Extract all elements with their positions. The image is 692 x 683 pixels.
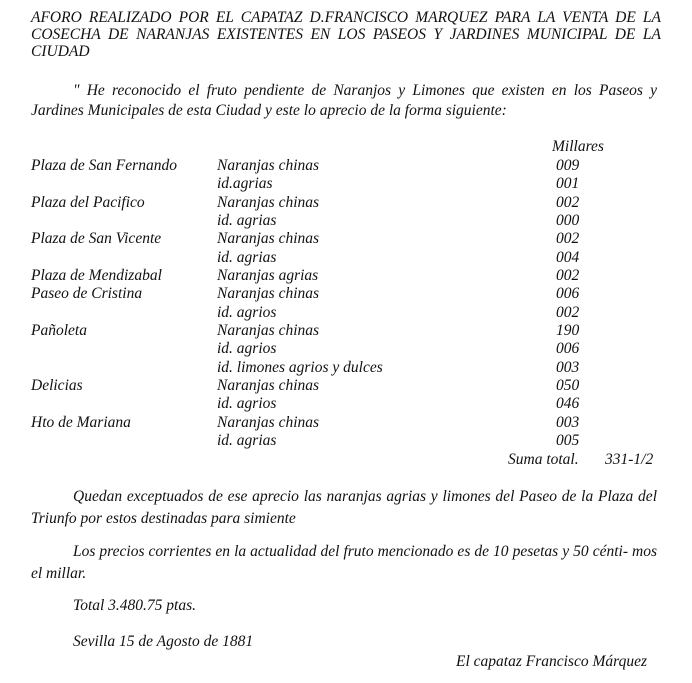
date-line: Sevilla 15 de Agosto de 1881 bbox=[73, 633, 254, 650]
row-value: 190 bbox=[556, 322, 580, 339]
row-place: Hto de Mariana bbox=[31, 414, 131, 431]
row-item: id. agrias bbox=[217, 249, 277, 266]
signature: El capataz Francisco Márquez bbox=[456, 653, 647, 670]
row-value: 009 bbox=[556, 157, 580, 174]
row-item: Naranjas chinas bbox=[217, 194, 320, 211]
unit-header: Millares bbox=[552, 138, 604, 155]
exception-paragraph bbox=[31, 486, 657, 530]
exception-text: Quedan exceptuados de ese aprecio las naranjas agrias y limones del Paseo de la Plaza del Triunfo por estos destinadas para simiente bbox=[31, 488, 657, 527]
row-value: 002 bbox=[556, 267, 580, 284]
row-item: id. agrios bbox=[217, 395, 277, 412]
document-title: AFORO REALIZADO POR EL CAPATAZ D.FRANCISCO MARQUEZ PARA LA VENTA DE LA COSECHA DE NARANJAS EXISTENTES EN LOS PASEOS Y JARDINES MUNICIPAL DE LA CIUDAD bbox=[31, 9, 661, 60]
row-item: Naranjas chinas bbox=[217, 230, 320, 247]
row-place: Delicias bbox=[31, 377, 83, 394]
prices-paragraph bbox=[31, 541, 657, 585]
row-value: 006 bbox=[556, 285, 580, 302]
row-value: 000 bbox=[556, 212, 580, 229]
row-place: Plaza del Pacifico bbox=[31, 194, 145, 211]
row-value: 003 bbox=[556, 359, 580, 376]
row-value: 003 bbox=[556, 414, 580, 431]
row-place: Plaza de San Vicente bbox=[31, 230, 162, 247]
total-label: Suma total. bbox=[508, 451, 579, 468]
row-item: Naranjas agrias bbox=[217, 267, 319, 284]
row-value: 002 bbox=[556, 304, 580, 321]
row-item: Naranjas chinas bbox=[217, 322, 320, 339]
row-value: 001 bbox=[556, 175, 580, 192]
row-item: id. agrios bbox=[217, 304, 277, 321]
row-item: id. agrios bbox=[217, 340, 277, 357]
row-item: Naranjas chinas bbox=[217, 285, 320, 302]
row-value: 006 bbox=[556, 340, 580, 357]
row-place: Plaza de Mendizabal bbox=[31, 267, 162, 284]
row-value: 004 bbox=[556, 249, 580, 266]
row-place: Paseo de Cristina bbox=[31, 285, 143, 302]
intro-paragraph bbox=[31, 81, 657, 121]
row-item: id. limones agrios y dulces bbox=[217, 359, 383, 376]
row-item: id. agrias bbox=[217, 212, 277, 229]
row-value: 046 bbox=[556, 395, 580, 412]
total-value: 331-1/2 bbox=[605, 451, 654, 468]
row-value: 050 bbox=[556, 377, 580, 394]
row-item: id.agrias bbox=[217, 175, 273, 192]
total-amount: Total 3.480.75 ptas. bbox=[73, 597, 197, 614]
row-value: 002 bbox=[556, 230, 580, 247]
intro-text: " He reconocido el fruto pendiente de Naranjos y Limones que existen en los Paseos y Jardines Municipales de esta Ciudad y este lo aprecio de la forma siguiente: bbox=[31, 82, 657, 119]
row-place: Plaza de San Fernando bbox=[31, 157, 177, 174]
row-item: id. agrias bbox=[217, 432, 277, 449]
prices-text: Los precios corrientes en la actualidad del fruto mencionado es de 10 pesetas y 50 cénti- mos el millar. bbox=[31, 543, 657, 582]
row-item: Naranjas chinas bbox=[217, 377, 320, 394]
row-place: Pañoleta bbox=[31, 322, 87, 339]
row-item: Naranjas chinas bbox=[217, 414, 320, 431]
row-item: Naranjas chinas bbox=[217, 157, 320, 174]
row-value: 002 bbox=[556, 194, 580, 211]
row-value: 005 bbox=[556, 432, 580, 449]
